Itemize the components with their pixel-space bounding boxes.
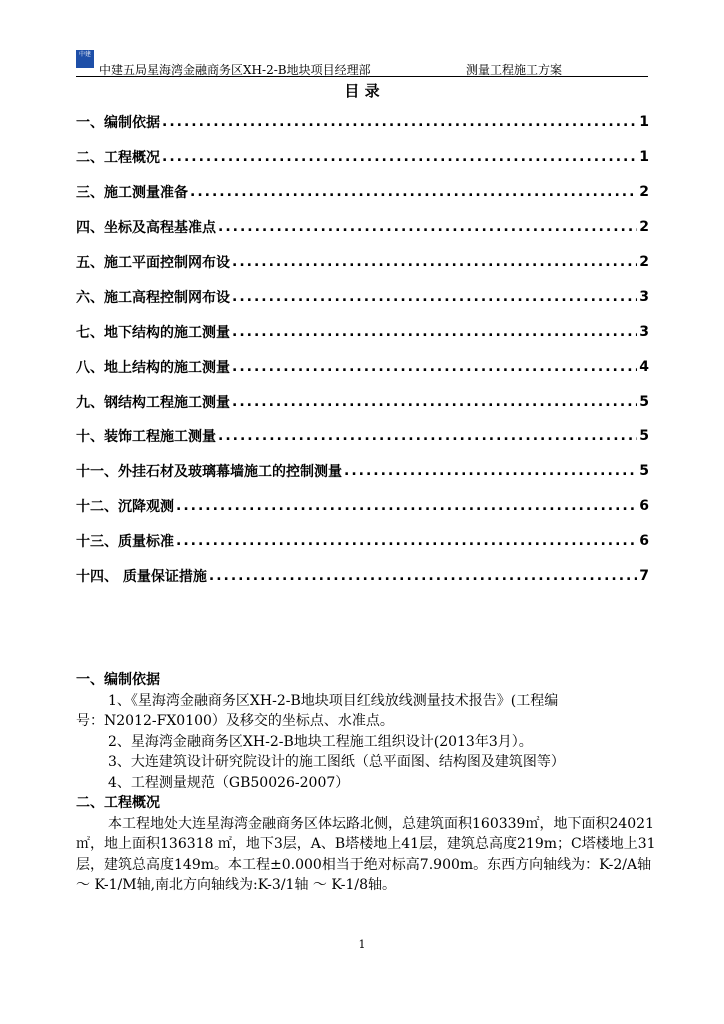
- section2-paragraph: 本工程地处大连星海湾金融商务区体坛路北侧，总建筑面积160339㎡，地下面积24021㎡，地上面积136318 ㎡，地下3层，A、B塔楼地上41层，建筑总高度219m；C塔楼地上31层，建筑总高度149m。本工程±0.000相当于绝对标高7.900m。东西方向轴线为：K-2/A轴 ～ K-1/M轴,南北方向轴线为:K-3/1轴 ～ K-1/8轴。: [76, 815, 656, 893]
- company-logo: 中建: [76, 50, 94, 68]
- toc-entry[interactable]: [76, 349, 649, 384]
- toc-entry-page: 2: [639, 219, 649, 236]
- toc-entry[interactable]: [76, 419, 649, 454]
- section1-heading: 一、编制依据: [76, 672, 160, 688]
- header-divider: [76, 76, 648, 77]
- toc-entry-page: 6: [639, 533, 649, 550]
- toc-entry[interactable]: [76, 454, 649, 489]
- toc-dot-leader: [232, 254, 637, 270]
- toc-dot-leader: [232, 324, 637, 340]
- page-header: [76, 46, 648, 76]
- toc-entry[interactable]: [76, 245, 649, 280]
- toc-entry-page: 3: [639, 288, 649, 305]
- toc-dot-leader: [162, 114, 637, 130]
- header-project-name: 中建五局星海湾金融商务区XH-2-B地块项目经理部: [99, 63, 371, 77]
- toc-entry-page: 6: [639, 498, 649, 515]
- toc-dot-leader: [218, 428, 637, 444]
- toc-entry-page: 7: [639, 568, 649, 585]
- toc-dot-leader: [190, 184, 637, 200]
- toc-entry-label: 四、坐标及高程基准点: [76, 220, 216, 237]
- document-body: [76, 670, 656, 896]
- toc-entry-label: 九、钢结构工程施工测量: [76, 394, 230, 411]
- section1-item3: 3、大连建筑设计研究院设计的施工图纸（总平面图、结构图及建筑图等）: [108, 754, 565, 770]
- toc-entry-label: 五、施工平面控制网布设: [76, 255, 230, 271]
- toc-dot-leader: [344, 463, 637, 479]
- toc-entry-page: 4: [639, 358, 649, 375]
- toc-entry-label: 二、工程概况: [76, 150, 160, 167]
- toc-entry-page: 5: [639, 428, 649, 445]
- section2-heading: 二、工程概况: [76, 795, 160, 811]
- toc-entry-page: 1: [639, 149, 649, 166]
- toc-entry-label: 七、地下结构的施工测量: [76, 324, 230, 341]
- toc-entry[interactable]: [76, 279, 649, 314]
- toc-dot-leader: [232, 394, 637, 410]
- toc-entry[interactable]: [76, 105, 649, 140]
- toc-entry-page: 5: [639, 393, 649, 410]
- toc-entry-label: 八、地上结构的施工测量: [76, 359, 230, 376]
- toc-entry-label: 十四、 质量保证措施: [76, 569, 207, 586]
- toc-entry[interactable]: [76, 489, 649, 524]
- toc-entry-label: 十三、质量标准: [76, 534, 174, 551]
- toc-title: 目 录: [344, 82, 380, 100]
- toc-dot-leader: [209, 568, 637, 584]
- section1-item1-line1: 1、《星海湾金融商务区XH-2-B地块项目红线放线测量技术报告》(工程编: [108, 692, 559, 709]
- toc-dot-leader: [232, 359, 637, 375]
- toc-entry[interactable]: [76, 175, 649, 210]
- toc-dot-leader: [218, 219, 637, 235]
- section1-item2: 2、星海湾金融商务区XH-2-B地块工程施工组织设计(2013年3月）。: [108, 733, 533, 750]
- table-of-contents: [76, 105, 649, 593]
- toc-entry-label: 六、施工高程控制网布设: [76, 289, 230, 306]
- toc-entry-page: 3: [639, 323, 649, 340]
- toc-entry-label: 三、施工测量准备: [76, 185, 188, 202]
- toc-entry[interactable]: [76, 524, 649, 559]
- page-number: 1: [358, 938, 366, 951]
- toc-entry-page: 5: [639, 463, 649, 480]
- toc-entry-page: 1: [639, 114, 649, 131]
- toc-entry-label: 十二、沉降观测: [76, 499, 174, 516]
- toc-entry[interactable]: [76, 559, 649, 594]
- section1-item4: 4、工程测量规范（GB50026-2007）: [108, 774, 350, 791]
- section1-item1-line2: 号：N2012-FX0100）及移交的坐标点、水准点。: [76, 713, 394, 729]
- toc-dot-leader: [162, 149, 637, 165]
- toc-entry-label: 十一、外挂石材及玻璃幕墙施工的控制测量: [76, 464, 342, 481]
- toc-entry-page: 2: [639, 184, 649, 201]
- toc-entry[interactable]: [76, 314, 649, 349]
- toc-dot-leader: [176, 533, 637, 549]
- toc-entry-label: 十、装饰工程施工测量: [76, 429, 216, 446]
- toc-dot-leader: [232, 289, 637, 305]
- toc-entry[interactable]: [76, 384, 649, 419]
- toc-entry[interactable]: [76, 210, 649, 245]
- toc-entry-page: 2: [639, 254, 649, 270]
- toc-entry[interactable]: [76, 140, 649, 175]
- toc-dot-leader: [176, 498, 637, 514]
- toc-entry-label: 一、编制依据: [76, 115, 160, 132]
- header-document-title: 测量工程施工方案: [466, 63, 563, 77]
